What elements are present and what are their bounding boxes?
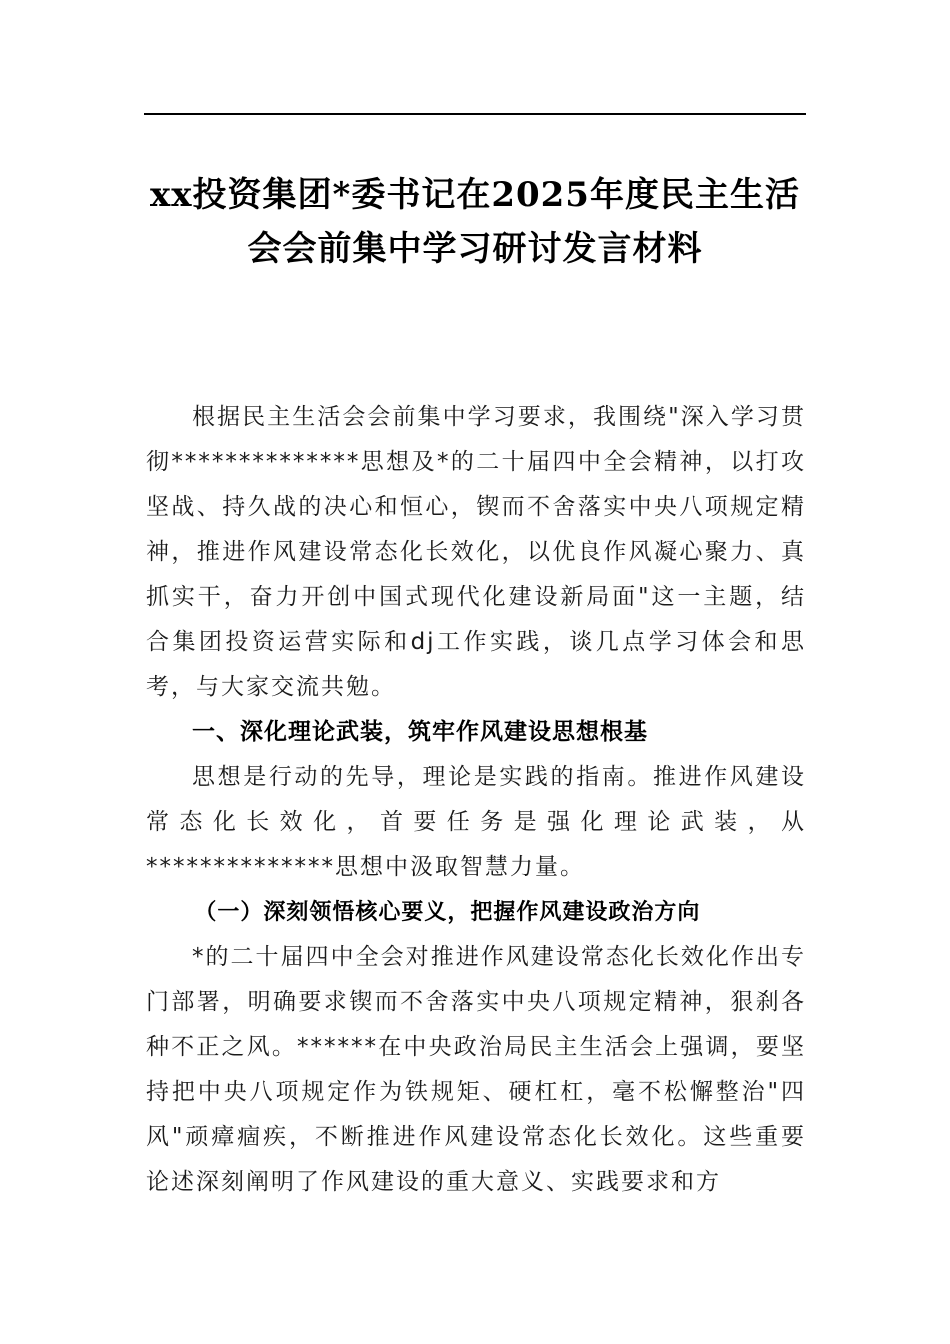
document-body: [146, 395, 806, 1205]
section-1-paragraph: 思想是行动的先导，理论是实践的指南。推进作风建设常态化长效化，首要任务是强化理论武装，从**************思想中汲取智慧力量。: [146, 764, 806, 880]
header-rule: [144, 113, 806, 115]
section-1-heading: 一、深化理论武装，筑牢作风建设思想根基: [192, 719, 648, 745]
title-line-1: xx投资集团*委书记在2025年度民主生活: [150, 175, 800, 215]
subsection-1-heading: （一）深刻领悟核心要义，把握作风建设政治方向: [194, 900, 701, 925]
document-title: [140, 168, 810, 276]
title-line-2: 会会前集中学习研讨发言材料: [247, 229, 703, 269]
subsection-1-paragraph: *的二十届四中全会对推进作风建设常态化长效化作出专门部署，明确要求锲而不舍落实中央八项规定精神，狠刹各种不正之风。******在中央政治局民主生活会上强调，要坚持把中央八项规定作为铁规矩、硬杠杠，毫不松懈整治"四风"顽瘴痼疾，不断推进作风建设常态化长效化。这些重要论述深刻阐明了作风建设的重大意义、实践要求和方: [146, 944, 806, 1195]
intro-paragraph: 根据民主生活会会前集中学习要求，我围绕"深入学习贯彻**************思想及*的二十届四中全会精神，以打攻坚战、持久战的决心和恒心，锲而不舍落实中央八项规定精神，推进作风建设常态化长效化，以优良作风凝心聚力、真抓实干，奋力开创中国式现代化建设新局面"这一主题，结合集团投资运营实际和dj工作实践，谈几点学习体会和思考，与大家交流共勉。: [146, 404, 806, 700]
